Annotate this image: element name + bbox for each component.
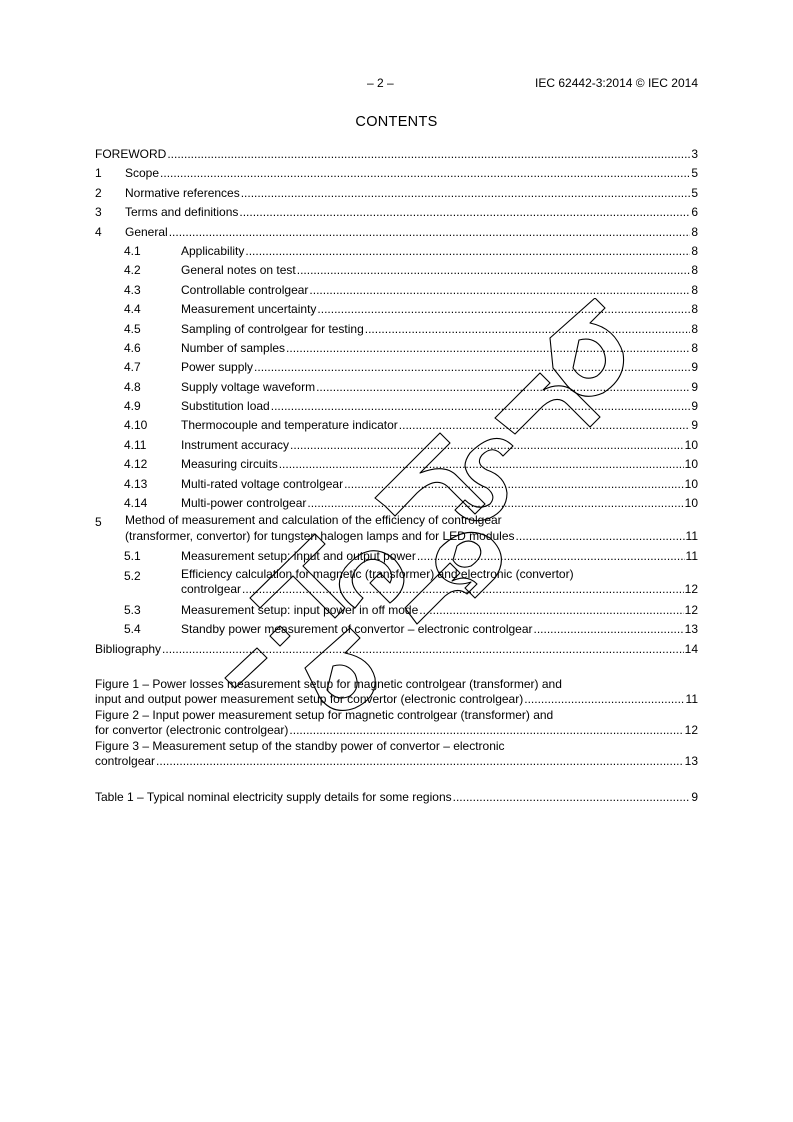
toc-entry-title: Normative references — [125, 185, 240, 200]
page-ref: 11 — [685, 549, 698, 564]
toc-entry-title: Multi-power controlgear — [181, 496, 307, 511]
watermark-letter-t — [250, 534, 345, 618]
toc-entry-title: Terms and definitions — [125, 205, 239, 220]
table-entry[interactable] — [95, 788, 698, 807]
page-ref: 5 — [691, 166, 698, 181]
toc-entry-title: Multi-rated voltage controlgear — [181, 476, 344, 491]
watermark-letter-d — [550, 298, 624, 396]
toc-entry[interactable] — [95, 261, 698, 280]
toc-entry-number: 3 — [95, 205, 102, 220]
page-ref: 10 — [684, 476, 698, 491]
toc-entry[interactable] — [95, 223, 698, 242]
toc-entry-title: Number of samples — [181, 340, 286, 355]
page-header — [95, 76, 698, 92]
page-ref: 12 — [684, 582, 698, 597]
toc-entry-title: Supply voltage waveform — [181, 379, 316, 394]
dot-leader — [453, 788, 691, 807]
figure-entry-title-continued: for convertor (electronic controlgear) — [95, 723, 289, 738]
toc-entry[interactable] — [95, 184, 698, 203]
page-ref: 12 — [684, 723, 698, 738]
figure-entry-title: Figure 2 – Input power measurement setup for magnetic controlgear (transformer) and — [95, 707, 554, 722]
toc-entry-number: 4.6 — [124, 340, 141, 355]
page-ref: 9 — [691, 399, 698, 414]
page-ref: 9 — [691, 418, 698, 433]
contents-title: CONTENTS — [355, 114, 438, 130]
toc-entry-title: Method of measurement and calculation of the efficiency of controlgear — [125, 513, 502, 528]
toc-entry-title: Sampling of controlgear for testing — [181, 321, 364, 336]
toc-entry-number: 4.10 — [124, 418, 148, 433]
toc-entry-number: 4.11 — [124, 437, 147, 452]
toc-entry-number: 1 — [95, 166, 102, 181]
page-ref: 5 — [691, 185, 698, 200]
toc-entry-number: 4.4 — [124, 302, 141, 317]
toc-entry-number: 4.12 — [124, 457, 148, 472]
watermark-letter-a — [436, 532, 502, 598]
page-ref: 8 — [691, 224, 698, 239]
table-entry-title: Table 1 – Typical nominal electricity supply details for some regions — [95, 789, 452, 804]
toc-entry-title: FOREWORD — [95, 147, 167, 161]
page-ref: 9 — [691, 360, 698, 375]
page-ref: 8 — [691, 263, 698, 278]
standard-reference: IEC 62442-3:2014 © IEC 2014 — [535, 76, 698, 90]
watermark-letter-r — [405, 563, 477, 624]
page-ref: 10 — [684, 496, 698, 511]
toc-entry-title: Substitution load — [181, 399, 270, 414]
toc-entry[interactable] — [95, 203, 698, 222]
watermark-letter-n — [495, 373, 600, 434]
toc-entry-title: Scope — [125, 166, 160, 181]
toc-entry-number: 4.1 — [124, 243, 141, 258]
toc-entry-number: 5.2 — [124, 568, 141, 583]
toc-entry-number: 4.3 — [124, 282, 141, 297]
watermark-letter-d2 — [305, 628, 375, 710]
watermark-letter-s — [455, 438, 513, 520]
toc-entry-title: Applicability — [181, 243, 245, 258]
toc-entry-title: General — [125, 224, 168, 239]
dot-leader — [167, 145, 690, 164]
toc-entry-title: Measurement setup: input power in off mode — [181, 602, 419, 617]
toc-entry-number: 4.14 — [124, 496, 148, 511]
page-ref: 9 — [691, 789, 698, 804]
figure-entry-title-continued: input and output power measurement setup for convertor (electronic controlgear) — [95, 692, 524, 707]
toc-entry-number: 5.4 — [124, 622, 141, 637]
toc-entry-title: Instrument accuracy — [181, 437, 290, 452]
toc-entry-title-continued: controlgear — [181, 582, 242, 597]
toc-entry-number: 2 — [95, 185, 102, 200]
toc-entry-number: 4 — [95, 224, 102, 239]
toc-entry-title: Controllable controlgear — [181, 282, 309, 297]
watermark-drawing — [195, 298, 655, 738]
toc-entry-number: 4.5 — [124, 321, 141, 336]
toc-entry-title: Power supply — [181, 360, 254, 375]
page-ref: 8 — [691, 321, 698, 336]
dot-leader — [297, 261, 691, 280]
toc-entry[interactable] — [95, 242, 698, 261]
toc-entry-number: 5 — [95, 515, 102, 530]
toc-entry[interactable] — [95, 164, 698, 183]
page-ref: 6 — [691, 205, 698, 220]
figure-entry-title: Figure 1 – Power losses measurement setup for magnetic controlgear (transformer) and — [95, 676, 562, 691]
toc-entry-number: 5.3 — [124, 602, 141, 617]
toc-entry-title: Standby power measurement of convertor – electronic controlgear — [181, 622, 533, 637]
page-ref: 9 — [691, 379, 698, 394]
page-ref: 8 — [691, 282, 698, 297]
toc-entry[interactable] — [95, 145, 698, 164]
watermark-letter-e — [339, 551, 404, 608]
toc-entry-title: Measurement uncertainty — [181, 302, 317, 317]
toc-entry-title: Thermocouple and temperature indicator — [181, 418, 398, 433]
toc-entry-title: Bibliography — [95, 641, 162, 656]
page-ref: 13 — [684, 754, 698, 769]
dot-leader — [241, 184, 691, 203]
page-number: – 2 – — [367, 76, 394, 90]
toc-entry-number: 4.7 — [124, 360, 141, 375]
page-ref: 10 — [684, 457, 698, 472]
dot-leader — [245, 242, 690, 261]
page-ref: 10 — [684, 437, 698, 452]
toc-entry-title: General notes on test — [181, 263, 296, 278]
dot-leader — [160, 164, 690, 183]
toc-entry-number: 4.13 — [124, 476, 148, 491]
watermark-letter-i — [225, 626, 290, 688]
dot-leader — [239, 203, 690, 222]
figure-entry-title-continued: controlgear — [95, 754, 156, 769]
spacer — [95, 770, 698, 788]
toc-entry-title-continued: (transformer, convertor) for tungsten halogen lamps and for LED modules — [125, 528, 515, 543]
page-ref: 13 — [684, 622, 698, 637]
toc-entry-title: Efficiency calculation for magnetic (transformer) and electronic (convertor) — [181, 566, 574, 581]
page-ref: 8 — [691, 302, 698, 317]
figure-entry-title: Figure 3 – Measurement setup of the standby power of convertor – electronic — [95, 738, 505, 753]
page-ref: 14 — [684, 641, 698, 656]
toc-entry-number: 4.9 — [124, 399, 141, 414]
page-ref: 8 — [691, 243, 698, 258]
page-ref: 3 — [691, 147, 698, 161]
page-ref: 11 — [685, 692, 698, 707]
dot-leader — [169, 223, 691, 242]
page-ref: 12 — [684, 602, 698, 617]
toc-entry-title: Measuring circuits — [181, 457, 278, 472]
toc-entry-number: 5.1 — [124, 549, 141, 564]
toc-entry-number: 4.2 — [124, 263, 141, 278]
toc-entry-number: 4.8 — [124, 379, 141, 394]
dot-leader — [156, 754, 684, 770]
figure-entry[interactable] — [95, 739, 698, 770]
page-ref: 11 — [685, 528, 698, 543]
toc-entry-title: Measurement setup: input and output power — [181, 549, 416, 564]
page-ref: 8 — [691, 340, 698, 355]
